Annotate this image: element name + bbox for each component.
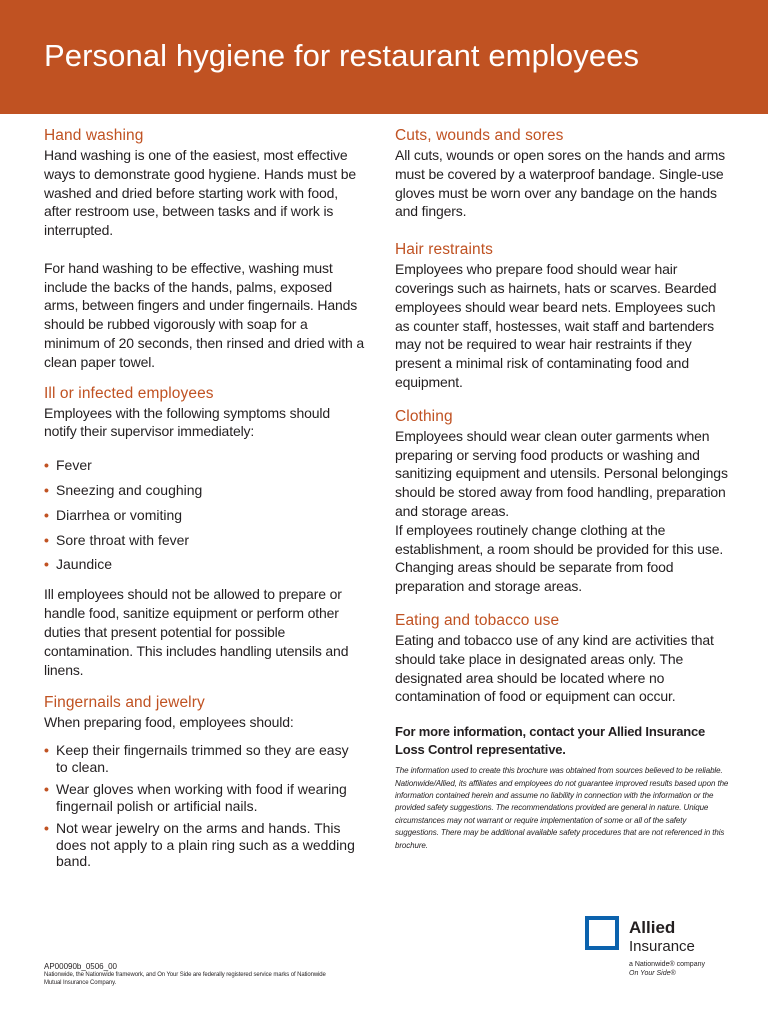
list-item: • Not wear jewelry on the arms and hands. This does not apply to a plain ring such as a wedding band. xyxy=(44,820,355,870)
allied-insurance-logo xyxy=(585,914,735,984)
bullet-icon: • xyxy=(44,556,49,573)
contact-note: For more information, contact your Allied Insurance Loss Control representative. xyxy=(395,724,706,758)
left-column xyxy=(44,126,364,876)
title-banner xyxy=(0,0,768,114)
ill-employees-closing: Ill employees should not be allowed to prepare or handle food, sanitize equipment or perform other duties that present potential for possible contamination. This includes handling utensils and linens. xyxy=(44,586,349,678)
list-item: • Keep their fingernails trimmed so they are easy to clean. xyxy=(44,742,349,775)
eating-heading: Eating and tobacco use xyxy=(395,611,560,629)
list-item: • Sore throat with fever xyxy=(44,531,190,548)
fingernails-heading: Fingernails and jewelry xyxy=(44,694,205,712)
document-code: AP00090b_0506_00 xyxy=(44,962,117,971)
fingernails-intro: When preparing food, employees should: xyxy=(44,714,294,731)
bullet-icon: • xyxy=(44,820,49,837)
right-column xyxy=(395,126,730,852)
logo-square-icon xyxy=(585,916,619,950)
logo-name-line2: Insurance xyxy=(629,938,695,955)
bullet-icon: • xyxy=(44,781,49,798)
list-item: • Jaundice xyxy=(44,556,113,573)
list-item: • Sneezing and coughing xyxy=(44,481,203,498)
bullet-icon: • xyxy=(44,506,49,523)
hair-heading: Hair restraints xyxy=(395,241,493,259)
list-item: • Diarrhea or vomiting xyxy=(44,506,183,523)
hair-paragraph: Employees who prepare food should wear hair coverings such as hairnets, hats or scarves. Bearded employees should wear beard nets. Employees such as counter staff, hostesses, wait staff and bartenders may not be required to wear hair restraints if they present a minimal risk of contaminating food and equipment. xyxy=(395,261,717,390)
hand-washing-paragraph-2: For hand washing to be effective, washing must include the backs of the hands, palms, exposed arms, between fingers and under fingernails. Hands should be rubbed vigorously with soap for a minimum of 20 seconds, then rinsed and dried with a clean paper towel. xyxy=(44,259,364,370)
ill-employees-intro: Employees with the following symptoms should notify their supervisor immediately: xyxy=(44,404,330,440)
hand-washing-heading: Hand washing xyxy=(44,127,144,144)
ill-employees-heading: Ill or infected employees xyxy=(44,384,214,402)
eating-paragraph: Eating and tobacco use of any kind are activities that should take place in designated areas only. The designated area should be located where no contamination of food or equipment can occur. xyxy=(395,631,714,705)
list-item: • Wear gloves when working with food if wearing fingernail polish or artificial nails. xyxy=(44,781,347,814)
bullet-icon: • xyxy=(44,531,49,548)
cuts-heading: Cuts, wounds and sores xyxy=(395,127,564,144)
fingernails-list xyxy=(44,742,364,870)
clothing-paragraph-2: If employees routinely change clothing at the establishment, a room should be provided for this use. Changing areas should be separate from food preparation and storage areas. xyxy=(395,521,724,595)
trademark-note: Nationwide, the Nationwide framework, and On Your Side are federally registered service marks of Nationwide Mutual Insurance Company. xyxy=(44,972,326,986)
bullet-icon: • xyxy=(44,457,49,474)
clothing-paragraph-1: Employees should wear clean outer garments when preparing or serving food products or washing and sanitizing equipment and utensils. Personal belongings should be stored away from food handling, preparation and storage areas. xyxy=(395,427,728,519)
footer xyxy=(44,962,344,987)
page-title: Personal hygiene for restaurant employees xyxy=(44,38,640,73)
logo-tagline: a Nationwide® company xyxy=(629,961,705,968)
hand-washing-paragraph-1: Hand washing is one of the easiest, most effective ways to demonstrate good hygiene. Hands must be washed and dried before starting work with food, after restroom use, between tasks and if work is interrupted. xyxy=(44,147,357,239)
logo-name-line1: Allied xyxy=(629,918,676,937)
cuts-paragraph: All cuts, wounds or open sores on the hands and arms must be covered by a waterproof bandage. Single-use gloves must be worn over any bandage on the hands and fingers. xyxy=(395,147,725,220)
list-item: • Fever xyxy=(44,457,92,474)
bullet-icon: • xyxy=(44,481,49,498)
bullet-icon: • xyxy=(44,742,49,759)
disclaimer: The information used to create this brochure was obtained from sources believed to be reliable. Nationwide/Allied, its affiliates and employees do not guarantee improved results based upon the information contained herein and assume no liability in connection with the information or the provided safety suggestions. The recommendations provided are general in nature. Unique circumstances may not warrant or require implementation of some or all of the safety suggestions. There may be additional available safety procedures that are not referenced in this brochure. xyxy=(395,766,729,850)
symptoms-list xyxy=(44,456,364,573)
clothing-heading: Clothing xyxy=(395,407,453,425)
logo-slogan: On Your Side® xyxy=(629,970,676,977)
